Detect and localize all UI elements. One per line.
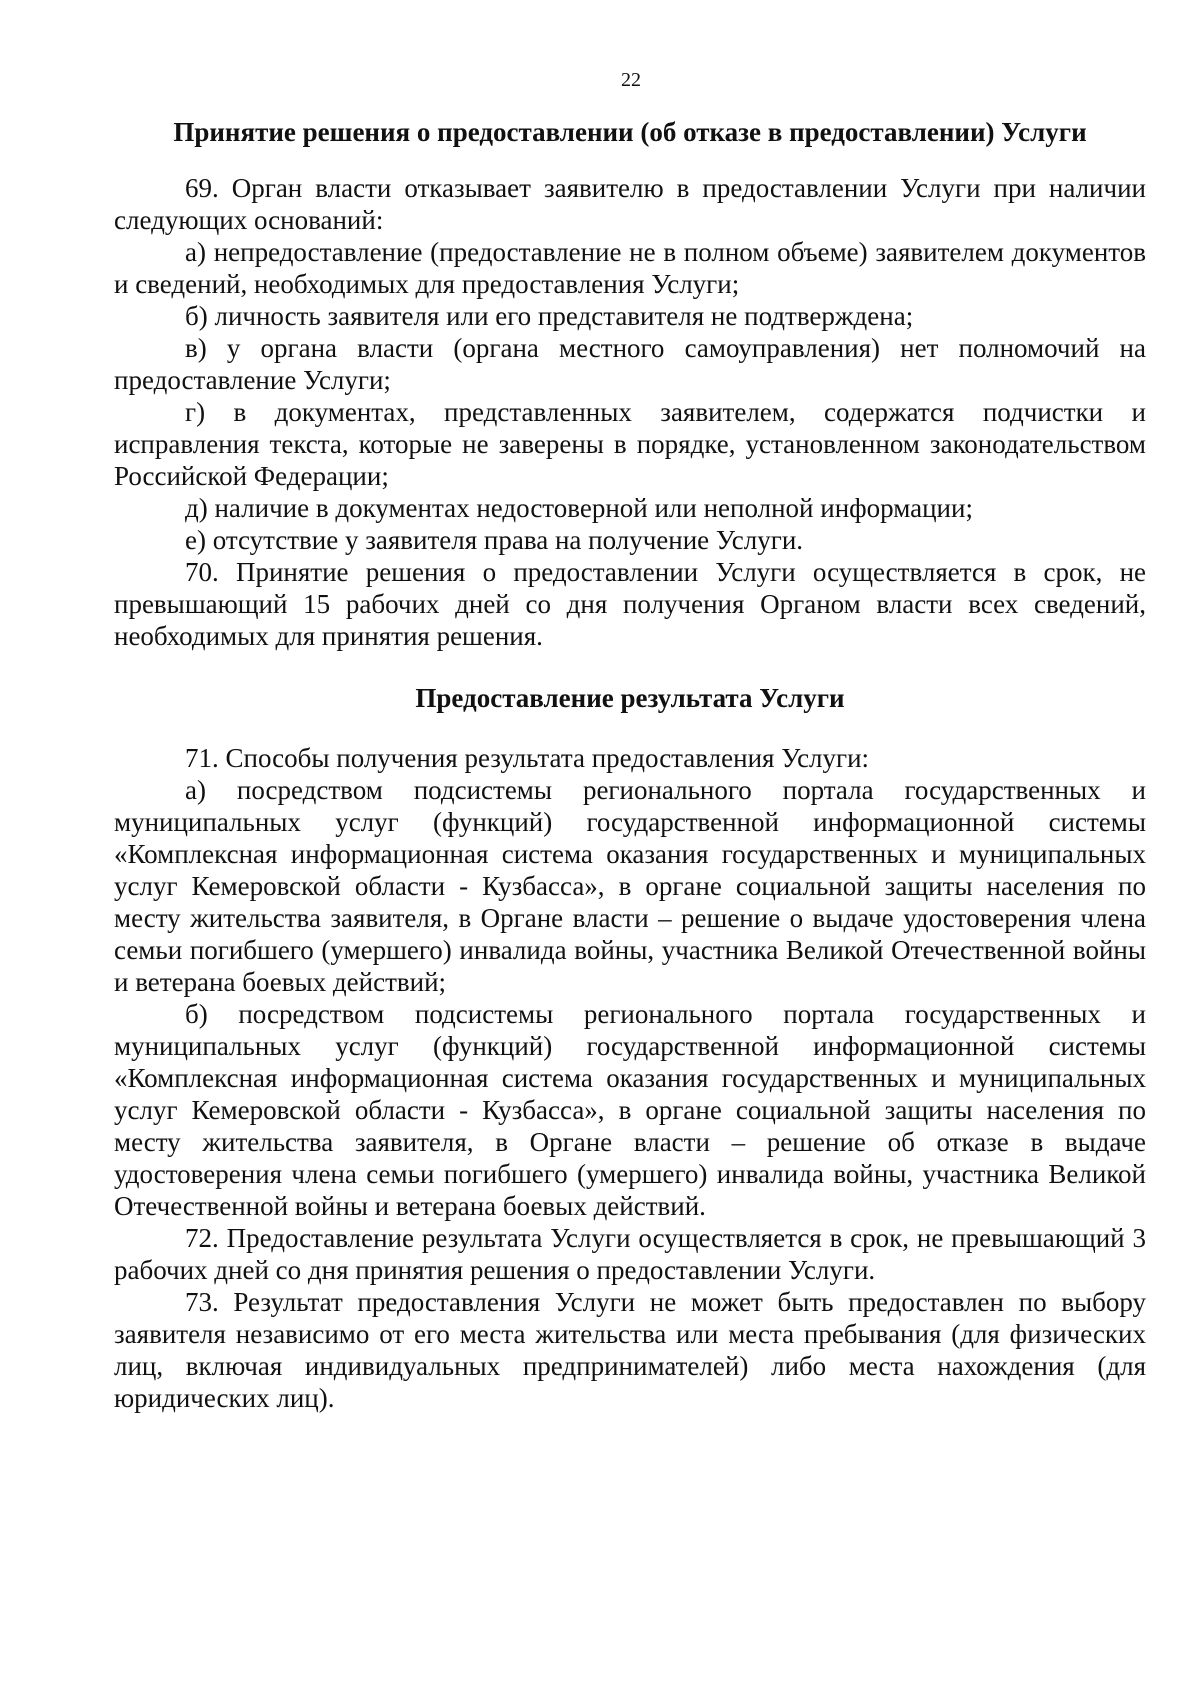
paragraph-71: 71. Способы получения результата предоставления Услуги: — [185, 743, 870, 773]
paragraph-69-d: д) наличие в документах недостоверной или неполной информации; — [185, 493, 973, 523]
paragraph-71-a: а) посредством подсистемы регионального портала государственных и муниципальных услуг (функций) государственной информационной системы «Комплексная информационная система оказания государственных и муниципальных услуг Кемеровской области - Кузбасса», в органе социальной защиты населения по месту жительства заявителя, в Органе власти – решение о выдаче удостоверения члена семьи погибшего (умершего) инвалида войны, участника Великой Отечественной войны и ветерана боевых действий; — [114, 775, 1146, 997]
document-body — [114, 116, 1146, 1414]
paragraph-69-g: г) в документах, представленных заявителем, содержатся подчистки и исправления текста, которые не заверены в порядке, установленном законодательством Российской Федерации; — [114, 397, 1146, 491]
section-heading-result: Предоставление результата Услуги — [415, 683, 845, 713]
paragraph-69-v: в) у органа власти (органа местного самоуправления) нет полномочий на предоставление Услуги; — [114, 333, 1146, 395]
paragraph-70: 70. Принятие решения о предоставлении Услуги осуществляется в срок, не превышающий 15 рабочих дней со дня получения Органом власти всех сведений, необходимых для принятия решения. — [114, 557, 1146, 651]
section-heading-decision: Принятие решения о предоставлении (об отказе в предоставлении) Услуги — [173, 117, 1087, 147]
paragraph-69-e: е) отсутствие у заявителя права на получение Услуги. — [185, 525, 804, 555]
paragraph-73: 73. Результат предоставления Услуги не может быть предоставлен по выбору заявителя независимо от его места жительства или места пребывания (для физических лиц, включая индивидуальных предпринимателей) либо места нахождения (для юридических лиц). — [114, 1287, 1146, 1413]
paragraph-71-b: б) посредством подсистемы регионального портала государственных и муниципальных услуг (функций) государственной информационной системы «Комплексная информационная система оказания государственных и муниципальных услуг Кемеровской области - Кузбасса», в органе социальной защиты населения по месту жительства заявителя, в Органе власти – решение об отказе в выдаче удостоверения члена семьи погибшего (умершего) инвалида войны, участника Великой Отечественной войны и ветерана боевых действий. — [114, 999, 1146, 1221]
paragraph-69-a: а) непредоставление (предоставление не в полном объеме) заявителем документов и сведений, необходимых для предоставления Услуги; — [114, 237, 1146, 299]
paragraph-69-b: б) личность заявителя или его представителя не подтверждена; — [185, 301, 914, 331]
page-number: 22 — [621, 69, 641, 91]
paragraph-69: 69. Орган власти отказывает заявителю в предоставлении Услуги при наличии следующих оснований: — [114, 173, 1146, 235]
paragraph-72: 72. Предоставление результата Услуги осуществляется в срок, не превышающий 3 рабочих дней со дня принятия решения о предоставлении Услуги. — [114, 1223, 1146, 1285]
